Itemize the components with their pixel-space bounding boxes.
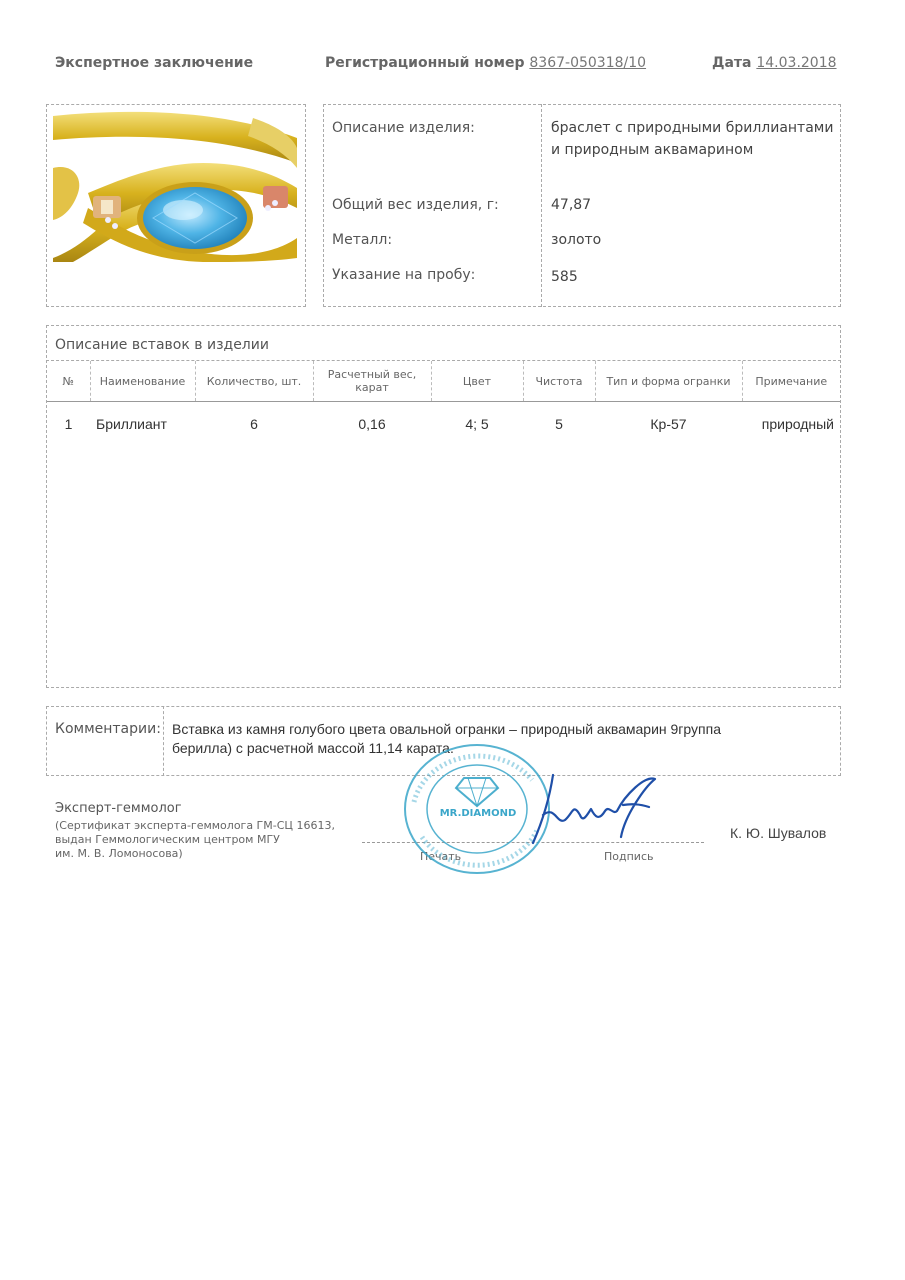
description-value-line2: и природным аквамарином	[551, 142, 754, 158]
stamp-label: Печать	[420, 850, 462, 863]
fineness-label: Указание на пробу:	[332, 267, 476, 283]
comments-label: Комментарии:	[55, 721, 161, 737]
row-clarity: 5	[555, 416, 563, 432]
inserts-table	[47, 361, 840, 446]
bracelet-photo	[53, 108, 297, 262]
column-header-quantity: Количество, шт.	[195, 361, 313, 402]
expert-cert-line1: (Сертификат эксперта-геммолога ГМ-СЦ 16613,	[55, 819, 335, 832]
description-label: Описание изделия:	[332, 120, 475, 136]
bracelet-image	[53, 108, 297, 262]
description-value-line1: браслет с природными бриллиантами	[551, 120, 834, 136]
item-details-divider	[541, 104, 542, 307]
registration-number	[325, 55, 646, 71]
document-title: Экспертное заключение	[55, 55, 254, 71]
column-header-note: Примечание	[742, 361, 840, 402]
registration-label: Регистрационный номер	[325, 55, 525, 71]
date-value: 14.03.2018	[756, 55, 837, 71]
expert-cert-line3: им. М. В. Ломоносова)	[55, 847, 183, 860]
expert-cert-line2: выдан Геммологическим центром МГУ	[55, 833, 280, 846]
handwritten-signature	[525, 765, 665, 855]
comments-line1: Вставка из камня голубого цвета овальной огранки – природный аквамарин 9группа	[172, 721, 721, 737]
row-note: природный	[761, 416, 834, 432]
fineness-value: 585	[551, 269, 578, 285]
metal-label: Металл:	[332, 232, 393, 248]
expert-name: К. Ю. Шувалов	[730, 825, 827, 841]
weight-value: 47,87	[551, 197, 592, 213]
column-header-cut: Тип и форма огранки	[595, 361, 742, 402]
row-cut: Кр-57	[650, 416, 687, 432]
row-color: 4; 5	[465, 416, 489, 432]
row-quantity: 6	[250, 416, 258, 432]
row-name: Бриллиант	[96, 416, 167, 432]
inserts-title: Описание вставок в изделии	[55, 337, 269, 353]
row-number: 1	[64, 416, 73, 432]
stamp-brand: MR.DIAMOND	[439, 808, 517, 819]
column-header-clarity: Чистота	[523, 361, 595, 402]
comments-line2: берилла) с расчетной массой 11,14 карата.	[172, 740, 454, 756]
column-header-color: Цвет	[431, 361, 523, 402]
table-row	[47, 402, 840, 447]
row-weight: 0,16	[358, 416, 386, 432]
inserts-header-row	[47, 361, 840, 402]
column-header-weight: Расчетный вес, карат	[313, 361, 431, 402]
metal-value: золото	[551, 232, 602, 248]
registration-value: 8367-050318/10	[529, 55, 647, 71]
column-header-name: Наименование	[90, 361, 195, 402]
weight-label: Общий вес изделия, г:	[332, 197, 499, 213]
column-header-number: №	[47, 361, 90, 402]
date-label: Дата	[712, 55, 752, 71]
signature-label: Подпись	[604, 850, 654, 863]
signature-icon	[525, 765, 665, 855]
comments-divider	[163, 706, 164, 776]
document-date	[712, 55, 837, 71]
expert-title: Эксперт-геммолог	[55, 801, 182, 816]
